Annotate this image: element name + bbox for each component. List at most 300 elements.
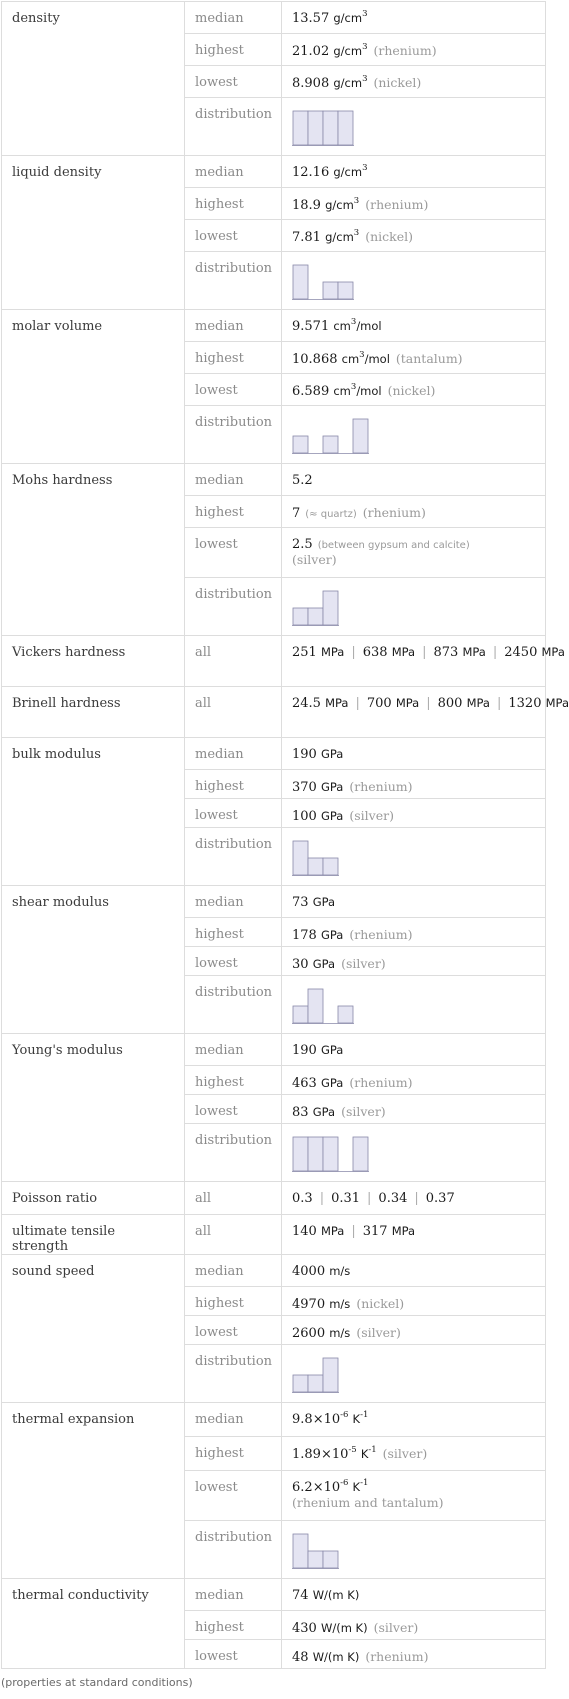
stat-value-highest	[282, 1287, 546, 1316]
value-number: 0.3	[292, 1191, 313, 1206]
value-element-note: (rhenium)	[373, 43, 437, 58]
value-separator: |	[426, 696, 431, 711]
histogram-bar	[308, 608, 323, 625]
stat-value-highest	[282, 34, 546, 66]
stat-label-distribution: distribution	[185, 1124, 282, 1182]
stat-label-median: median	[185, 2, 282, 34]
value-unit: GPa	[320, 780, 344, 794]
value-element-note: (silver)	[373, 1620, 419, 1635]
value-separator: |	[351, 645, 356, 660]
value-number: 9.571	[292, 319, 330, 334]
stat-value-median	[282, 1255, 546, 1287]
distribution-histogram	[292, 1354, 341, 1394]
value-item	[292, 1224, 344, 1239]
value-number: 24.5	[292, 696, 321, 711]
value-unit: g/cm	[333, 165, 363, 179]
stat-row-median	[2, 1403, 546, 1437]
value-element-note: (rhenium)	[349, 779, 413, 794]
stat-label-highest: highest	[185, 918, 282, 947]
value-number: 1.89	[292, 1447, 321, 1462]
stat-value-highest	[282, 1066, 546, 1095]
value-number: 873	[433, 645, 459, 660]
times-sign: ×10	[312, 1480, 341, 1495]
histogram-bar	[323, 282, 338, 299]
value-unit: GPa	[320, 809, 344, 823]
stat-label-all: all	[185, 1215, 282, 1255]
property-name: thermal conductivity	[2, 1579, 185, 1669]
value-separator: |	[319, 1191, 325, 1206]
histogram-bar	[323, 1137, 338, 1171]
value-number: 18.9	[292, 198, 321, 213]
all-values	[282, 687, 569, 738]
value-unit-suffix: /mol	[364, 352, 390, 366]
value-unit-suffix: /mol	[356, 384, 382, 398]
distribution-cell	[282, 1521, 546, 1579]
stat-value-lowest	[282, 1095, 546, 1124]
distribution-histogram	[292, 1133, 371, 1173]
value-element-note: (silver)	[341, 1104, 386, 1119]
stat-row-median	[2, 1579, 546, 1611]
histogram-bar	[323, 858, 338, 875]
value-unit: W/(m K)	[320, 1621, 368, 1635]
histogram-bar	[323, 436, 338, 453]
value-separator: |	[351, 1224, 356, 1239]
value-unit: K	[360, 1447, 369, 1461]
value-item	[292, 696, 348, 711]
value-number: 4970	[292, 1297, 326, 1312]
stat-label-highest: highest	[185, 1611, 282, 1640]
property-name: ultimate tensile strength	[2, 1215, 185, 1255]
stat-value-highest	[282, 342, 546, 374]
stat-value-lowest	[282, 374, 546, 406]
histogram-bar	[353, 419, 368, 453]
unit-exponent: 3	[350, 317, 357, 327]
value-item	[363, 1224, 415, 1239]
value-unit: MPa	[320, 1224, 345, 1238]
value-exponent: -6	[340, 1478, 349, 1488]
property-name: Poisson ratio	[2, 1182, 185, 1215]
all-values	[282, 636, 565, 687]
value-element-note: (silver)	[341, 956, 386, 971]
value-element-note: (tantalum)	[395, 351, 463, 366]
stat-value-lowest	[282, 1471, 546, 1521]
stat-row-median	[2, 464, 546, 496]
histogram-bar	[293, 1137, 308, 1171]
stat-label-median: median	[185, 1255, 282, 1287]
value-unit: K	[352, 1412, 361, 1426]
histogram-bar	[293, 111, 308, 145]
value-separator: |	[422, 645, 427, 660]
value-unit: m/s	[329, 1297, 351, 1311]
value-item	[331, 1191, 360, 1206]
value-number: 638	[362, 645, 388, 660]
stat-value-median	[282, 2, 546, 34]
value-exponent: -5	[348, 1445, 357, 1455]
value-unit: cm	[333, 319, 351, 333]
value-element-note: (rhenium and tantalum)	[292, 1495, 444, 1510]
value-number: 10.868	[292, 352, 338, 367]
value-number: 190	[292, 747, 317, 762]
value-item	[434, 645, 486, 660]
distribution-cell	[282, 578, 546, 636]
value-unit: GPa	[312, 957, 336, 971]
value-unit: MPa	[466, 696, 490, 710]
value-item	[367, 696, 419, 711]
histogram-bar	[338, 111, 353, 145]
value-item	[378, 1191, 407, 1206]
unit-exponent: 3	[362, 9, 368, 19]
value-number: 0.34	[378, 1191, 408, 1206]
property-name: thermal expansion	[2, 1403, 185, 1579]
histogram-bar	[323, 1358, 338, 1392]
stat-value-lowest	[282, 1640, 546, 1669]
stat-value-median	[282, 1579, 546, 1611]
distribution-cell	[282, 828, 546, 886]
stat-label-lowest: lowest	[185, 66, 282, 98]
histogram-bar	[308, 1137, 323, 1171]
value-unit: GPa	[320, 747, 344, 761]
value-unit: MPa	[395, 696, 420, 710]
distribution-histogram	[292, 837, 341, 877]
value-number: 7	[292, 506, 301, 521]
value-number: 251	[292, 645, 317, 660]
stat-value-highest	[282, 1437, 546, 1471]
value-unit-suffix: /mol	[356, 319, 382, 333]
stat-label-distribution: distribution	[185, 98, 282, 156]
value-unit: MPa	[541, 645, 565, 659]
value-element-note: (rhenium)	[349, 927, 413, 942]
stat-value-highest	[282, 770, 546, 799]
histogram-bar	[308, 989, 323, 1023]
value-element-note: (rhenium)	[365, 1649, 429, 1664]
property-row	[2, 636, 546, 687]
stat-label-distribution: distribution	[185, 976, 282, 1034]
stat-label-median: median	[185, 738, 282, 770]
value-number: 4000	[292, 1264, 326, 1279]
stat-label-median: median	[185, 464, 282, 496]
value-separator: |	[414, 1191, 419, 1206]
value-unit: GPa	[312, 895, 336, 909]
histogram-bar	[308, 858, 323, 875]
value-number: 800	[437, 696, 463, 711]
value-element-note: (silver)	[292, 552, 337, 567]
stat-label-highest: highest	[185, 496, 282, 528]
stat-row-median	[2, 310, 546, 342]
stat-value-median	[282, 1403, 546, 1437]
value-unit: m/s	[329, 1264, 351, 1278]
histogram-bar	[293, 1006, 308, 1023]
all-values	[282, 1182, 546, 1215]
stat-label-lowest: lowest	[185, 1316, 282, 1345]
stat-label-median: median	[185, 1579, 282, 1611]
unit-exponent: 3	[359, 350, 365, 360]
stat-row-median	[2, 1255, 546, 1287]
value-unit: GPa	[320, 1076, 344, 1090]
value-item	[508, 696, 569, 711]
value-element-note: (nickel)	[356, 1296, 405, 1311]
property-name: liquid density	[2, 156, 185, 310]
value-unit: g/cm	[333, 76, 363, 90]
value-unit: MPa	[325, 696, 349, 710]
stat-label-lowest: lowest	[185, 220, 282, 252]
value-number: 190	[292, 1043, 317, 1058]
stat-value-median	[282, 886, 546, 918]
value-separator: |	[355, 696, 360, 711]
value-unit: g/cm	[325, 230, 354, 244]
histogram-bar	[323, 1551, 338, 1568]
value-element-note: (nickel)	[365, 229, 413, 244]
distribution-histogram	[292, 107, 356, 147]
value-number: 13.57	[292, 11, 330, 26]
histogram-bar	[353, 1137, 368, 1171]
value-number: 73	[292, 895, 309, 910]
unit-exponent: 3	[353, 228, 360, 238]
histogram-bar	[293, 436, 308, 453]
stat-label-highest: highest	[185, 188, 282, 220]
distribution-histogram	[292, 1530, 341, 1570]
stat-label-distribution: distribution	[185, 828, 282, 886]
histogram-bar	[323, 591, 338, 625]
value-element-note: (nickel)	[373, 75, 422, 90]
value-number: 8.908	[292, 76, 330, 91]
value-number: 700	[366, 696, 392, 711]
distribution-histogram	[292, 415, 371, 455]
value-unit: MPa	[391, 1224, 416, 1238]
histogram-bar	[293, 1375, 308, 1392]
stat-label-median: median	[185, 156, 282, 188]
stat-row-median	[2, 2, 546, 34]
value-separator: |	[492, 645, 498, 660]
value-unit: MPa	[462, 645, 486, 659]
value-element-note: (nickel)	[387, 383, 436, 398]
value-element-note: (silver)	[356, 1325, 401, 1340]
unit-exponent: -1	[360, 1410, 369, 1420]
stat-value-highest	[282, 188, 546, 220]
stat-label-median: median	[185, 886, 282, 918]
value-separator: |	[367, 1191, 372, 1206]
property-row	[2, 1215, 546, 1255]
value-item	[292, 1191, 313, 1206]
property-name: Vickers hardness	[2, 636, 185, 687]
stat-label-lowest: lowest	[185, 1471, 282, 1521]
all-values	[282, 1215, 546, 1255]
distribution-cell	[282, 1345, 546, 1403]
stat-label-highest: highest	[185, 1066, 282, 1095]
stat-label-median: median	[185, 310, 282, 342]
property-name: density	[2, 2, 185, 156]
value-number: 1320	[508, 696, 542, 711]
property-name: Brinell hardness	[2, 687, 185, 738]
value-item	[426, 1191, 455, 1206]
stat-value-lowest	[282, 799, 546, 828]
property-name: shear modulus	[2, 886, 185, 1034]
stat-label-lowest: lowest	[185, 1640, 282, 1669]
stat-row-median	[2, 156, 546, 188]
unit-exponent: -1	[368, 1445, 377, 1455]
times-sign: ×10	[320, 1447, 349, 1462]
value-number: 0.37	[425, 1191, 455, 1206]
value-number: 0.31	[331, 1191, 361, 1206]
stat-value-median	[282, 464, 546, 496]
stat-label-highest: highest	[185, 1437, 282, 1471]
unit-exponent: 3	[362, 74, 368, 84]
property-row	[2, 687, 546, 738]
stat-value-lowest	[282, 66, 546, 98]
histogram-bar	[293, 841, 308, 875]
stat-label-lowest: lowest	[185, 528, 282, 578]
value-unit: GPa	[312, 1105, 336, 1119]
unit-exponent: 3	[353, 196, 360, 206]
stat-label-all: all	[185, 636, 282, 687]
stat-row-median	[2, 886, 546, 918]
value-number: 83	[292, 1105, 309, 1120]
stat-label-lowest: lowest	[185, 799, 282, 828]
value-unit: m/s	[329, 1326, 351, 1340]
properties-table	[1, 1, 569, 1669]
distribution-cell	[282, 252, 546, 310]
histogram-bar	[338, 282, 353, 299]
value-unit: cm	[341, 352, 360, 366]
unit-exponent: -1	[360, 1478, 369, 1488]
value-number: 48	[292, 1650, 309, 1665]
stat-label-distribution: distribution	[185, 252, 282, 310]
stat-label-median: median	[185, 1403, 282, 1437]
stat-label-lowest: lowest	[185, 374, 282, 406]
value-element-note: (rhenium)	[362, 505, 426, 520]
value-element-note: (silver)	[349, 808, 394, 823]
value-unit: W/(m K)	[312, 1650, 360, 1664]
stat-value-lowest	[282, 1316, 546, 1345]
histogram-bar	[323, 111, 338, 145]
value-number: 463	[292, 1076, 317, 1091]
value-unit: MPa	[391, 645, 416, 659]
stat-value-lowest	[282, 947, 546, 976]
value-item	[363, 645, 415, 660]
value-number: 140	[292, 1224, 317, 1239]
value-unit: g/cm	[325, 198, 354, 212]
value-exponent: -6	[340, 1410, 349, 1420]
value-item	[504, 645, 565, 660]
value-comparison-note: (≈ quartz)	[305, 509, 357, 520]
stat-value-median	[282, 1034, 546, 1066]
property-name: bulk modulus	[2, 738, 185, 886]
value-separator: |	[496, 696, 502, 711]
value-item	[438, 696, 490, 711]
value-unit: GPa	[320, 1043, 344, 1057]
value-unit: MPa	[320, 645, 345, 659]
value-unit: g/cm	[333, 11, 363, 25]
histogram-bar	[308, 1375, 323, 1392]
value-number: 30	[292, 957, 309, 972]
value-element-note: (rhenium)	[365, 197, 429, 212]
footer-note: (properties at standard conditions)	[1, 1676, 193, 1689]
value-number: 2600	[292, 1326, 326, 1341]
stat-row-median	[2, 1034, 546, 1066]
value-number: 6.2	[292, 1480, 313, 1495]
stat-value-highest	[282, 496, 546, 528]
distribution-cell	[282, 406, 546, 464]
distribution-histogram	[292, 261, 356, 301]
stat-value-lowest	[282, 220, 546, 252]
value-item	[292, 645, 344, 660]
unit-exponent: 3	[350, 382, 357, 392]
stat-label-median: median	[185, 1034, 282, 1066]
value-number: 2.5	[292, 537, 313, 552]
value-number: 100	[292, 809, 317, 824]
value-number: 7.81	[292, 230, 321, 245]
stat-label-highest: highest	[185, 342, 282, 374]
stat-label-highest: highest	[185, 770, 282, 799]
value-number: 178	[292, 928, 317, 943]
unit-exponent: 3	[362, 42, 368, 52]
property-name: Mohs hardness	[2, 464, 185, 636]
stat-value-median	[282, 156, 546, 188]
stat-value-highest	[282, 1611, 546, 1640]
value-element-note: (rhenium)	[349, 1075, 413, 1090]
distribution-histogram	[292, 587, 341, 627]
histogram-bar	[293, 265, 308, 299]
distribution-cell	[282, 98, 546, 156]
value-unit: cm	[333, 384, 351, 398]
value-unit: GPa	[320, 928, 344, 942]
value-number: 74	[292, 1588, 309, 1603]
value-unit: W/(m K)	[312, 1588, 360, 1602]
times-sign: ×10	[312, 1412, 341, 1427]
histogram-bar	[293, 608, 308, 625]
stat-row-median	[2, 738, 546, 770]
stat-label-highest: highest	[185, 34, 282, 66]
histogram-bar	[308, 1551, 323, 1568]
stat-label-distribution: distribution	[185, 406, 282, 464]
property-name: Young's modulus	[2, 1034, 185, 1182]
value-number: 6.589	[292, 384, 330, 399]
stat-label-lowest: lowest	[185, 947, 282, 976]
stat-label-all: all	[185, 687, 282, 738]
stat-value-lowest	[282, 528, 546, 578]
histogram-bar	[308, 111, 323, 145]
stat-value-median	[282, 738, 546, 770]
value-element-note: (silver)	[382, 1446, 428, 1461]
value-number: 430	[292, 1621, 317, 1636]
distribution-histogram	[292, 985, 356, 1025]
property-name: sound speed	[2, 1255, 185, 1403]
histogram-bar	[338, 1006, 353, 1023]
property-row	[2, 1182, 546, 1215]
value-unit: K	[352, 1480, 361, 1494]
stat-label-distribution: distribution	[185, 578, 282, 636]
stat-label-lowest: lowest	[185, 1095, 282, 1124]
value-number: 2450	[504, 645, 538, 660]
value-number: 370	[292, 780, 317, 795]
distribution-cell	[282, 1124, 546, 1182]
value-unit: MPa	[545, 696, 569, 710]
value-number: 12.16	[292, 165, 330, 180]
value-unit: g/cm	[333, 44, 363, 58]
value-number: 21.02	[292, 44, 330, 59]
distribution-cell	[282, 976, 546, 1034]
stat-label-distribution: distribution	[185, 1345, 282, 1403]
stat-label-distribution: distribution	[185, 1521, 282, 1579]
property-name: molar volume	[2, 310, 185, 464]
unit-exponent: 3	[362, 163, 368, 173]
stat-label-highest: highest	[185, 1287, 282, 1316]
histogram-bar	[293, 1534, 308, 1568]
stat-value-highest	[282, 918, 546, 947]
stat-value-median	[282, 310, 546, 342]
value-comparison-note: (between gypsum and calcite)	[317, 540, 470, 551]
value-number: 5.2	[292, 473, 313, 488]
value-number: 9.8	[292, 1412, 313, 1427]
